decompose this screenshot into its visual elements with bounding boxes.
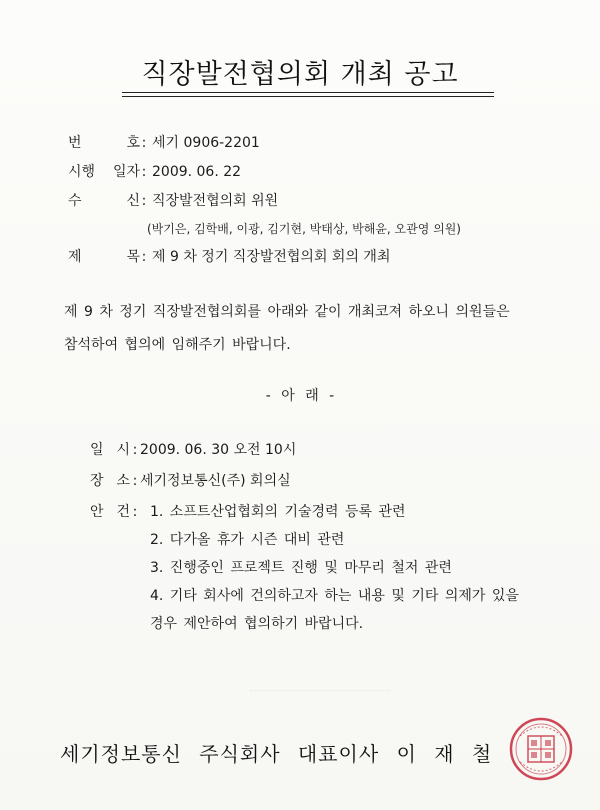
meta-number-value: 세기 0906-2201: [152, 135, 260, 151]
detail-place-value: 세기정보통신(주) 회의실: [140, 473, 291, 489]
body-paragraph: [64, 296, 548, 362]
meta-subject-value: 제 9 차 정기 직장발전협의회 회의 개최: [152, 249, 391, 265]
detail-agenda: 안 건 :: [90, 501, 140, 521]
meta-number-label: 번 호: [68, 135, 140, 151]
recipients-list: (박기은, 김학배, 이광, 김기현, 박태상, 박해윤, 오관영 의원): [147, 222, 461, 236]
meta-recipient-label: 수 신: [68, 193, 140, 209]
meta-date-label: 시행 일자: [68, 164, 140, 180]
document-title: 직장발전협의회 개최 공고: [141, 59, 459, 90]
meta-recipient-value: 직장발전협의회 위원: [152, 193, 279, 209]
agenda-item-4: 4. 기타 회사에 건의하고자 하는 내용 및 기타 의제가 있을: [150, 588, 519, 604]
agenda-item-4-continued: 경우 제안하여 협의하기 바랍니다.: [150, 616, 364, 632]
title-underline-top: [122, 92, 494, 93]
footer-position: 대표이사: [297, 742, 380, 766]
signature-line: [60, 738, 492, 767]
agenda-item-1: 1. 소프트산업협회의 기술경력 등록 관련: [150, 504, 406, 520]
detail-datetime-label: 일 시: [90, 442, 130, 458]
company-seal-icon: [508, 716, 574, 782]
scan-artifact: [250, 690, 390, 701]
meta-date: 시행 일자 : 2009. 06. 22: [68, 161, 241, 181]
detail-place-label: 장 소: [90, 473, 130, 489]
detail-datetime: 일 시 : 2009. 06. 30 오전 10시: [90, 439, 296, 459]
agenda-item-3: 3. 진행중인 프로젝트 진행 및 마무리 철저 관련: [150, 560, 452, 576]
meta-subject: 제 목 : 제 9 차 정기 직장발전협의회 회의 개최: [68, 246, 390, 266]
meta-recipient: 수 신 : 직장발전협의회 위원: [68, 190, 278, 210]
detail-datetime-value: 2009. 06. 30 오전 10시: [140, 442, 297, 458]
body-line-1: 제 9 차 정기 직장발전협의회를 아래와 같이 개최코져 하오니 의원들은: [64, 304, 510, 320]
body-line-2: 참석하여 협의에 임해주기 바랍니다.: [64, 337, 291, 353]
below-heading: - 아 래 -: [265, 388, 335, 404]
meta-subject-label: 제 목: [68, 249, 140, 265]
agenda-item-2: 2. 다가올 휴가 시즌 대비 관련: [150, 532, 345, 548]
title-underline-bottom: [122, 96, 494, 97]
detail-agenda-label: 안 건: [90, 504, 130, 520]
footer-name: 이 재 철: [396, 742, 493, 766]
meta-date-value: 2009. 06. 22: [152, 164, 242, 180]
detail-place: 장 소 : 세기정보통신(주) 회의실: [90, 470, 291, 490]
meta-number: 번 호 : 세기 0906-2201: [68, 132, 260, 152]
footer-company: 세기정보통신 주식회사: [60, 742, 281, 766]
